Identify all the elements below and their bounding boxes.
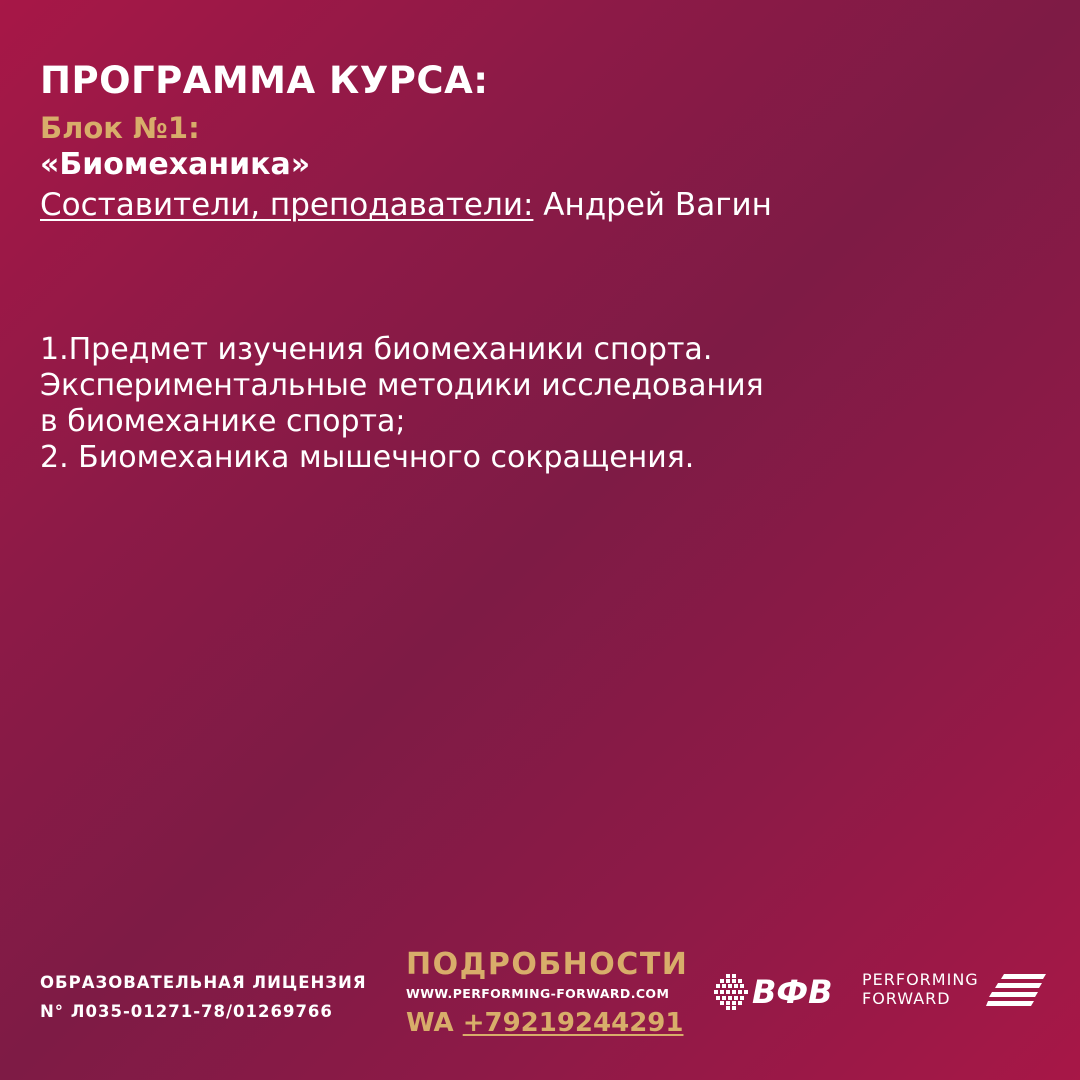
page-title: ПРОГРАММА КУРСА:: [40, 59, 489, 102]
logo-word-forward: FORWARD: [862, 989, 951, 1008]
logo-word-performing: PERFORMING: [862, 970, 979, 989]
authors-value: Андрей Вагин: [533, 187, 772, 223]
license-title: ОБРАЗОВАТЕЛЬНАЯ ЛИЦЕНЗИЯ: [40, 973, 367, 992]
authors-line: [40, 184, 772, 226]
speed-stripes-icon: [986, 974, 1046, 1006]
performing-forward-logo: [862, 970, 1052, 1010]
content-line: Экспериментальные методики исследования: [40, 368, 764, 403]
license-number: N° Л035-01271-78/01269766: [40, 1002, 333, 1021]
license-info: [40, 968, 367, 1026]
content-line: в биомеханике спорта;: [40, 404, 406, 439]
block-number: Блок №1:: [40, 111, 200, 145]
performing-forward-wordmark: [862, 970, 979, 1008]
details-block: [406, 946, 689, 1040]
block-name: «Биомеханика»: [40, 147, 311, 182]
details-label: ПОДРОБНОСТИ: [406, 947, 689, 982]
vfv-logo-text: ВФВ: [752, 973, 833, 1011]
vfv-logo: [714, 972, 854, 1012]
whatsapp-line: [406, 1006, 684, 1040]
content-line: 2. Биомеханика мышечного сокращения.: [40, 440, 695, 475]
course-content: [40, 332, 1020, 476]
whatsapp-label: WA: [406, 1008, 463, 1038]
vfv-mosaic-icon: [714, 974, 748, 1010]
authors-label: Составители, преподаватели:: [40, 187, 534, 223]
phone-link[interactable]: +79219244291: [462, 1008, 684, 1038]
website-link[interactable]: WWW.PERFORMING-FORWARD.COM: [406, 986, 670, 1001]
content-line: 1.Предмет изучения биомеханики спорта.: [40, 332, 713, 367]
